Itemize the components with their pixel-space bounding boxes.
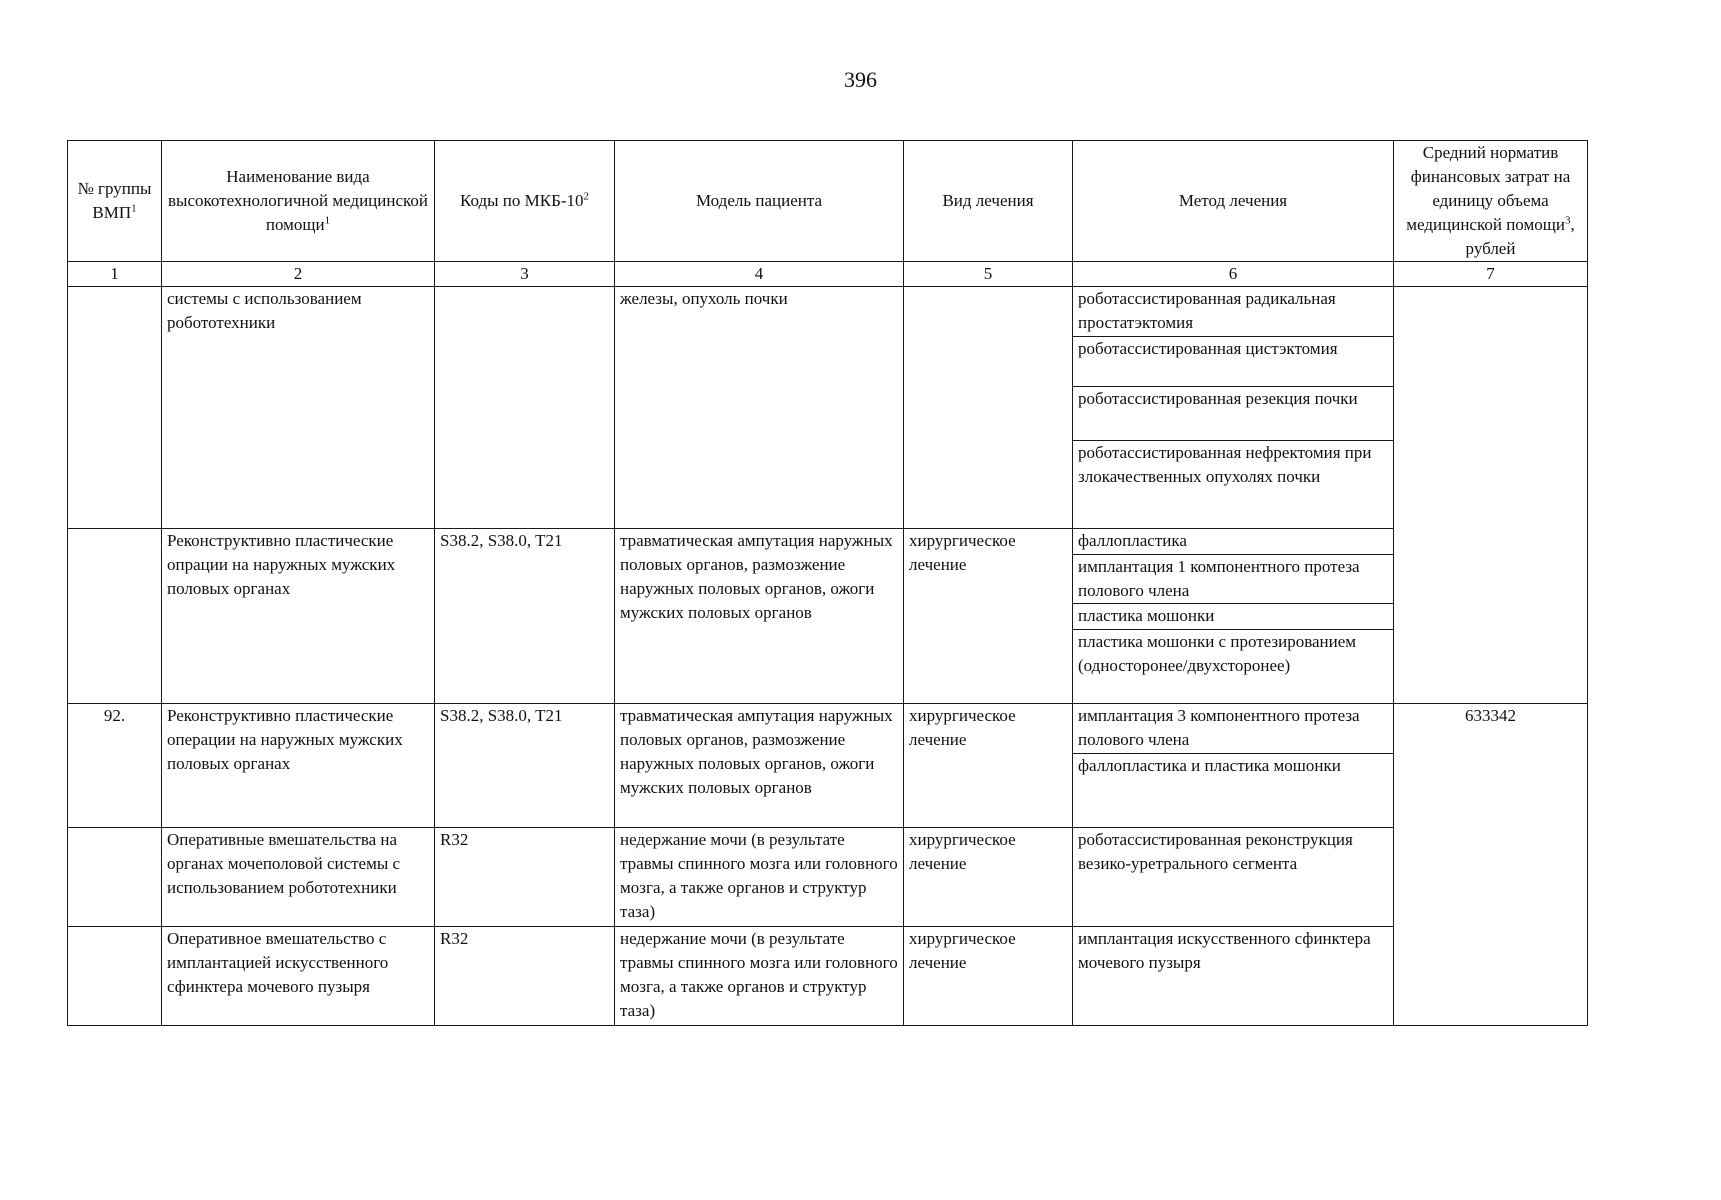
treatment-type-cell [904, 287, 1073, 529]
treatment-method-item: имплантация 3 компонентного протеза полового члена [1078, 706, 1360, 749]
table-row [68, 704, 1588, 828]
treatment-methods-cell [1073, 287, 1394, 529]
table-row [68, 529, 1588, 704]
treatment-method-item: пластика мошонки с протезированием (односторонее/двухсторонее) [1073, 629, 1393, 702]
care-name-cell: Реконструктивно пластические операции на наружных мужских половых органах [162, 704, 435, 828]
header-treatment-method: Метод лечения [1073, 141, 1394, 262]
icd-codes-cell: R32 [435, 927, 615, 1026]
treatment-method-item: имплантация искусственного сфинктера мочевого пузыря [1078, 929, 1371, 972]
group-number-cell [68, 927, 162, 1026]
treatment-method-item: роботассистированная нефректомия при злокачественных опухолях почки [1073, 440, 1393, 524]
treatment-type-cell: хирургическое лечение [904, 828, 1073, 927]
column-number-row [68, 262, 1588, 287]
table-row [68, 828, 1588, 927]
header-care-type-name: Наименование вида высокотехнологичной медицинской помощи$^1$ [162, 141, 435, 262]
header-group-number: № группы ВМП$^1$ [68, 141, 162, 262]
cost-cell: 633342 [1394, 704, 1588, 1026]
column-number: 2 [162, 262, 435, 287]
treatment-method-item: фаллопластика [1078, 531, 1187, 550]
table-row [68, 287, 1588, 529]
treatment-methods-cell [1073, 529, 1394, 704]
icd-codes-cell [435, 287, 615, 529]
table-row [68, 927, 1588, 1026]
treatment-method-item: имплантация 1 компонентного протеза полового члена [1073, 554, 1393, 603]
treatment-method-item: роботассистированная радикальная простатэктомия [1078, 289, 1336, 332]
column-number: 7 [1394, 262, 1588, 287]
patient-model-cell: железы, опухоль почки [615, 287, 904, 529]
care-name-cell: Реконструктивно пластические опрации на наружных мужских половых органах [162, 529, 435, 704]
patient-model-cell: травматическая ампутация наружных половых органов, размозжение наружных половых органов, ожоги мужских половых органов [615, 704, 904, 828]
header-patient-model: Модель пациента [615, 141, 904, 262]
care-name-cell: системы с использованием робототехники [162, 287, 435, 529]
treatment-methods-cell [1073, 927, 1394, 1026]
treatment-type-cell: хирургическое лечение [904, 927, 1073, 1026]
group-number-cell [68, 529, 162, 704]
vmp-table [67, 140, 1588, 1026]
treatment-method-item: роботассистированная резекция почки [1073, 386, 1393, 440]
treatment-method-item: фаллопластика и пластика мошонки [1073, 753, 1393, 824]
column-number: 6 [1073, 262, 1394, 287]
icd-codes-cell: R32 [435, 828, 615, 927]
treatment-method-item: пластика мошонки [1073, 603, 1393, 629]
group-number-cell [68, 828, 162, 927]
treatment-methods-cell [1073, 704, 1394, 828]
care-name-cell: Оперативное вмешательство с имплантацией искусственного сфинктера мочевого пузыря [162, 927, 435, 1026]
page-number: 396 [844, 67, 877, 92]
header-treatment-type: Вид лечения [904, 141, 1073, 262]
patient-model-cell: травматическая ампутация наружных половых органов, размозжение наружных половых органов, ожоги мужских половых органов [615, 529, 904, 704]
treatment-method-item: роботассистированная реконструкция везико-уретрального сегмента [1078, 830, 1353, 873]
treatment-type-cell: хирургическое лечение [904, 529, 1073, 704]
icd-codes-cell: S38.2, S38.0, T21 [435, 529, 615, 704]
icd-codes-cell: S38.2, S38.0, T21 [435, 704, 615, 828]
column-number: 4 [615, 262, 904, 287]
header-icd-codes: Коды по МКБ-$10^2$ [435, 141, 615, 262]
column-number: 5 [904, 262, 1073, 287]
column-number: 3 [435, 262, 615, 287]
cost-cell [1394, 287, 1588, 704]
patient-model-cell: недержание мочи (в результате травмы спинного мозга или головного мозга, а также органов и структур таза) [615, 828, 904, 927]
column-number: 1 [68, 262, 162, 287]
header-cost-standard: Средний норматив финансовых затрат на единицу объема медицинской помощи$^3$, рублей [1394, 141, 1588, 262]
header-row [68, 141, 1588, 262]
treatment-methods-cell [1073, 828, 1394, 927]
group-number-cell [68, 287, 162, 529]
care-name-cell: Оперативные вмешательства на органах мочеполовой системы с использованием робототехники [162, 828, 435, 927]
treatment-method-item: роботассистированная цистэктомия [1073, 336, 1393, 386]
group-number-cell: 92. [68, 704, 162, 828]
patient-model-cell: недержание мочи (в результате травмы спинного мозга или головного мозга, а также органов и структур таза) [615, 927, 904, 1026]
treatment-type-cell: хирургическое лечение [904, 704, 1073, 828]
